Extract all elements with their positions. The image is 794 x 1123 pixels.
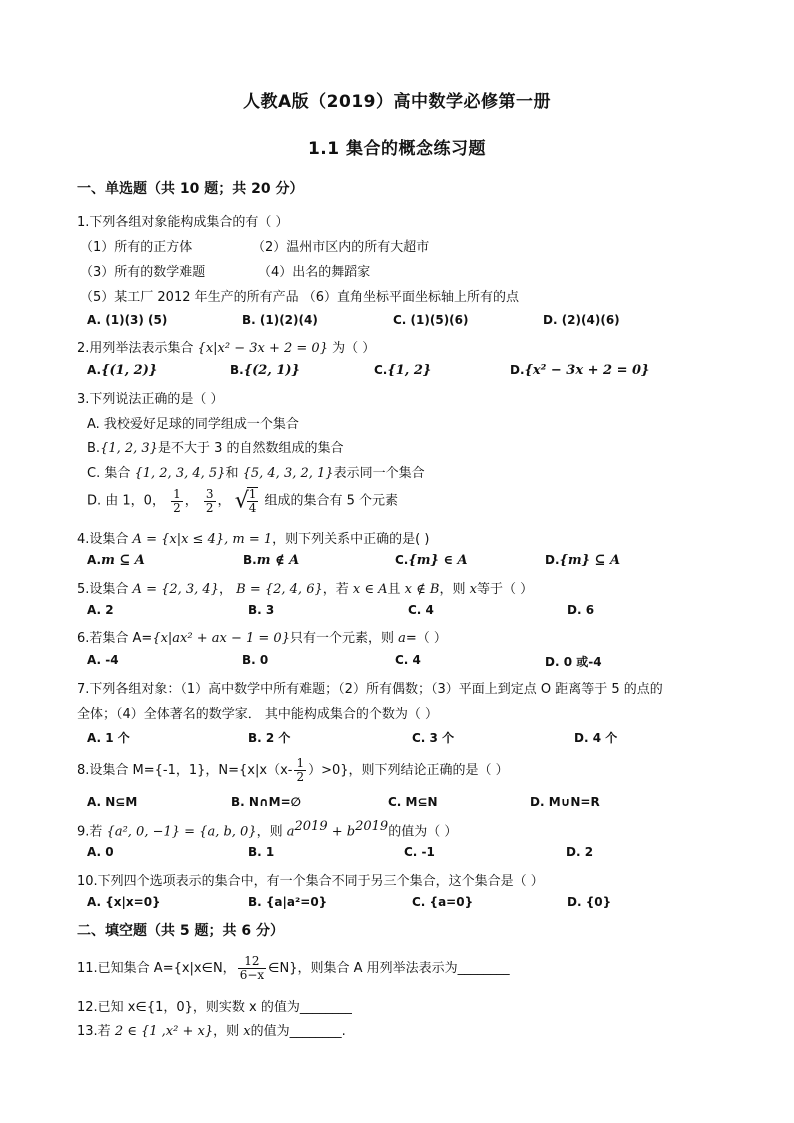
radical-sign-icon: √ bbox=[234, 488, 249, 514]
question-1-option-a: A. (1)(3) (5) bbox=[87, 313, 168, 327]
fraction-three-halves: $\frac{3}{2}$ bbox=[205, 486, 214, 515]
question-5-option-c: C. 4 bbox=[408, 603, 434, 617]
question-1-option-c: C. (1)(5)(6) bbox=[393, 313, 469, 327]
question-7-option-c: C. 3 个 bbox=[412, 731, 455, 745]
question-2-set: {x|x² − 3x + 2 = 0} bbox=[197, 341, 328, 356]
fraction-one-half: $\frac{1}{2}$ bbox=[296, 756, 305, 784]
question-9-option-c: C. -1 bbox=[404, 845, 435, 859]
question-4-option-b: B.m ∉ A bbox=[243, 553, 300, 568]
question-9-option-d: D. 2 bbox=[566, 845, 594, 859]
fraction-12-over-6-minus-x: $\frac{12}{6-x}$ bbox=[239, 954, 265, 982]
question-10-stem: 10.下列四个选项表示的集合中，有一个集合不同于另三个集合，这个集合是（ ） bbox=[77, 874, 544, 889]
question-2-stem bbox=[77, 337, 375, 356]
question-9-option-a: A. 0 bbox=[87, 845, 114, 859]
question-2-prefix: 2.用列举法表示集合 bbox=[77, 341, 194, 356]
question-12-stem: 12.已知 x∈{1，0}，则实数 x 的值为________ bbox=[77, 1000, 352, 1015]
question-1-item-2: （2）温州市区内的所有大超市 bbox=[252, 240, 430, 255]
question-10-option-c: C. {a=0} bbox=[412, 895, 474, 909]
question-7-option-b: B. 2 个 bbox=[248, 731, 291, 745]
question-4-option-d: D.{m} ⊆ A bbox=[545, 553, 621, 568]
question-9-stem: 9.若 {a², 0, −1} = {a, b, 0}，则 $a^{2019} + b^{2019}$的值为（ ） bbox=[77, 819, 458, 840]
question-7-option-a: A. 1 个 bbox=[87, 731, 130, 745]
question-8-stem: 8.设集合 M={-1，1}，N={x|x（x- $\frac{1}{2}$ ）>0}，则下列结论正确的是（ ） bbox=[77, 756, 509, 784]
question-3-option-d: D. 由 1，0， $\frac{1}{2}$ ， $\frac{3}{2}$ ， √ $\frac{1}{4}$ 组成的集合有 5 个元素 bbox=[87, 486, 399, 515]
question-10-option-b: B. {a|a²=0} bbox=[248, 895, 328, 909]
question-5-option-a: A. 2 bbox=[87, 603, 114, 617]
question-3-stem: 3.下列说法正确的是（ ） bbox=[77, 392, 224, 407]
question-10-option-a: A. {x|x=0} bbox=[87, 895, 161, 909]
question-6-option-b: B. 0 bbox=[242, 653, 269, 667]
question-7-option-d: D. 4 个 bbox=[574, 731, 618, 745]
question-6-option-a: A. -4 bbox=[87, 653, 119, 667]
question-8-option-a: A. N⊆M bbox=[87, 795, 138, 809]
question-1-item-4: （4）出名的舞蹈家 bbox=[258, 265, 371, 280]
question-10-option-d: D. {0} bbox=[567, 895, 612, 909]
question-6-option-c: C. 4 bbox=[395, 653, 421, 667]
question-1-option-d: D. (2)(4)(6) bbox=[543, 313, 620, 327]
question-3-option-b: B.{1, 2, 3}是不大于 3 的自然数组成的集合 bbox=[87, 441, 344, 456]
question-2-option-d: D.{x² − 3x + 2 = 0} bbox=[510, 363, 650, 378]
question-2-suffix: 为（ ） bbox=[332, 341, 376, 356]
question-6-stem: 6.若集合 A={x|ax² + ax − 1 = 0}只有一个元素，则 a=（ ） bbox=[77, 631, 447, 646]
document-subtitle: 1.1 集合的概念练习题 bbox=[307, 139, 487, 159]
question-5-stem: 5.设集合 A = {2, 3, 4}， B = {2, 4, 6}，若 x ∈ A且 x ∉ B，则 x等于（ ） bbox=[77, 582, 534, 597]
question-4-stem: 4.设集合 A = {x|x ≤ 4}, m = 1，则下列关系中正确的是( ) bbox=[77, 532, 430, 547]
section-heading-single-choice: 一、单选题（共 10 题；共 20 分） bbox=[77, 181, 304, 197]
question-2-option-c: C.{1, 2} bbox=[374, 363, 432, 378]
question-5-option-d: D. 6 bbox=[567, 603, 595, 617]
question-4-option-c: C.{m} ∈ A bbox=[395, 553, 468, 568]
question-5-option-b: B. 3 bbox=[248, 603, 275, 617]
question-3-option-c: C. 集合 {1, 2, 3, 4, 5}和 {5, 4, 3, 2, 1}表示同一个集合 bbox=[87, 466, 425, 481]
sqrt-one-quarter: √ $\frac{1}{4}$ bbox=[234, 487, 257, 515]
question-8-option-b: B. N∩M=∅ bbox=[231, 795, 301, 809]
question-6-option-d: D. 0 或-4 bbox=[545, 655, 602, 669]
document-title: 人教A版（2019）高中数学必修第一册 bbox=[243, 92, 551, 112]
question-11-stem: 11.已知集合 A={x|x∈N， $\frac{12}{6-x}$ ∈N}，则集合 A 用列举法表示为________ bbox=[77, 954, 510, 982]
question-3-option-a: A. 我校爱好足球的同学组成一个集合 bbox=[87, 417, 299, 432]
section-heading-fill-in: 二、填空题（共 5 题；共 6 分） bbox=[77, 923, 284, 939]
question-2-option-b: B.{(2, 1)} bbox=[230, 363, 300, 378]
question-1-item-5: （5）某工厂 2012 年生产的所有产品 （6）直角坐标平面坐标轴上所有的点 bbox=[80, 290, 520, 305]
question-7-stem-line-2: 全体；（4）全体著名的数学家． 其中能构成集合的个数为（ ） bbox=[77, 707, 439, 722]
question-8-option-c: C. M⊆N bbox=[388, 795, 438, 809]
question-4-option-a: A.m ⊆ A bbox=[87, 553, 145, 568]
fraction-one-half: $\frac{1}{2}$ bbox=[173, 486, 181, 515]
question-8-option-d: D. M∪N=R bbox=[530, 795, 600, 809]
question-1-item-1: （1）所有的正方体 bbox=[80, 240, 193, 255]
question-1-option-b: B. (1)(2)(4) bbox=[242, 313, 318, 327]
question-7-stem-line-1: 7.下列各组对象：（1）高中数学中所有难题；（2）所有偶数；（3）平面上到定点 O 距离等于 5 的点的 bbox=[77, 682, 663, 697]
question-1-stem: 1.下列各组对象能构成集合的有（ ） bbox=[77, 215, 289, 230]
question-13-stem: 13.若 2 ∈ {1 ,x² + x}，则 x的值为________. bbox=[77, 1024, 346, 1039]
question-9-option-b: B. 1 bbox=[248, 845, 275, 859]
question-1-item-3: （3）所有的数学难题 bbox=[80, 265, 206, 280]
question-2-option-a: A.{(1, 2)} bbox=[87, 363, 158, 378]
